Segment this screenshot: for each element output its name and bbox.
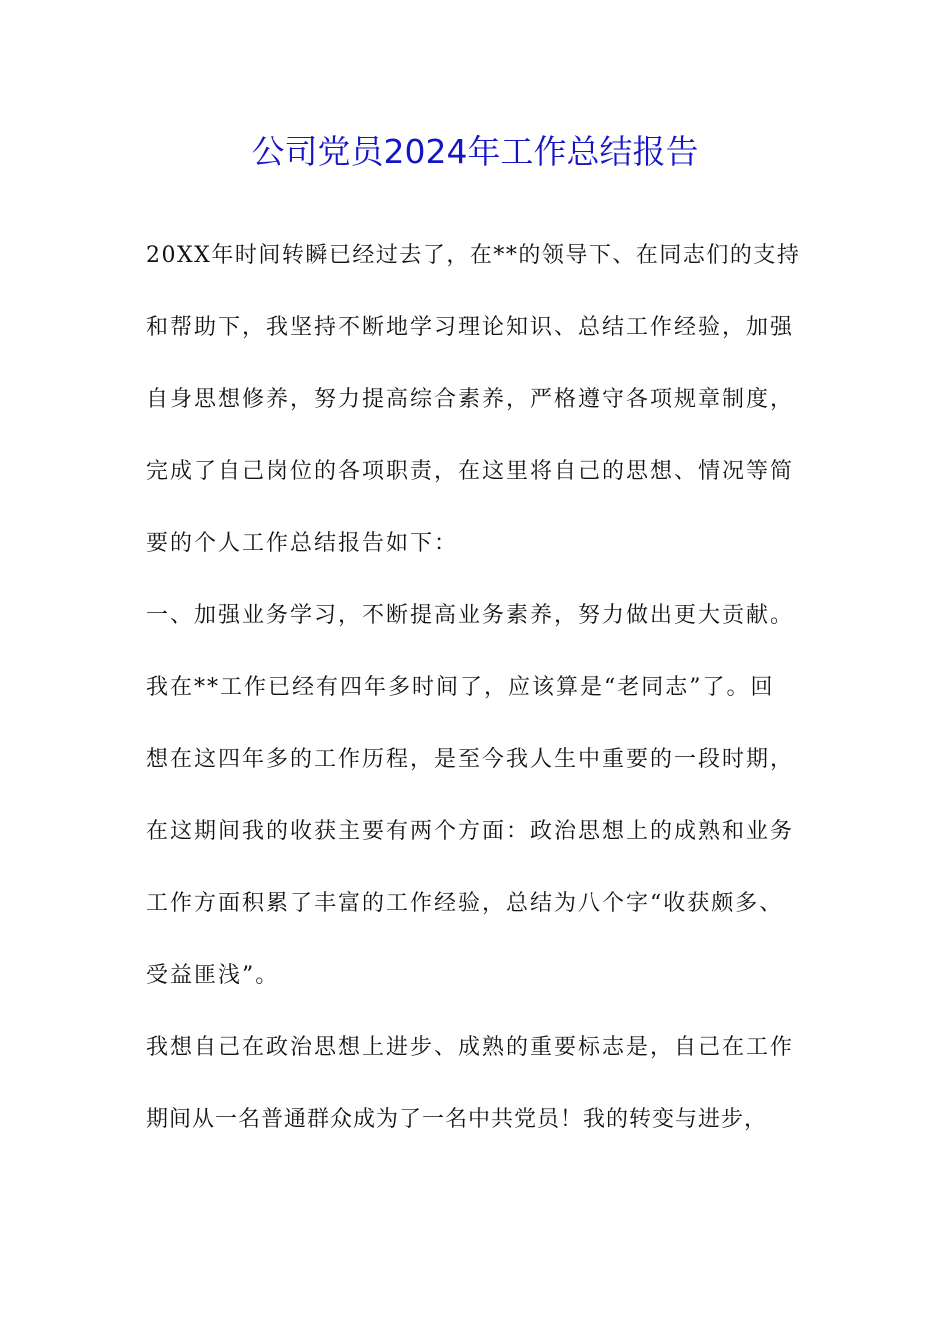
body-line: 我想自己在政治思想上进步、成熟的重要标志是，自己在工作: [146, 1035, 795, 1060]
body-line: 我在**工作已经有四年多时间了，应该算是“老同志”了。回: [146, 675, 775, 700]
body-line: 自身思想修养，努力提高综合素养，严格遵守各项规章制度，: [146, 387, 795, 412]
document-body: [146, 236, 806, 1172]
body-line: 工作方面积累了丰富的工作经验，总结为八个字“收获颇多、: [146, 891, 784, 916]
body-line: 和帮助下，我坚持不断地学习理论知识、总结工作经验，加强: [146, 315, 795, 340]
body-line: 在这期间我的收获主要有两个方面：政治思想上的成熟和业务: [146, 819, 795, 844]
document-title: 公司党员2024年工作总结报告: [251, 132, 699, 171]
body-line: 完成了自己岗位的各项职责，在这里将自己的思想、情况等简: [146, 459, 795, 484]
body-line: 受益匪浅”。: [146, 963, 280, 988]
body-line: 想在这四年多的工作历程，是至今我人生中重要的一段时期，: [146, 747, 795, 772]
section-heading: 一、加强业务学习，不断提高业务素养，努力做出更大贡献。: [146, 603, 795, 628]
body-line: 要的个人工作总结报告如下：: [146, 531, 459, 556]
body-line: 期间从一名普通群众成为了一名中共党员！我的转变与进步，: [146, 1107, 768, 1132]
body-line: 20XX年时间转瞬已经过去了，在**的领导下、在同志们的支持: [146, 243, 801, 268]
